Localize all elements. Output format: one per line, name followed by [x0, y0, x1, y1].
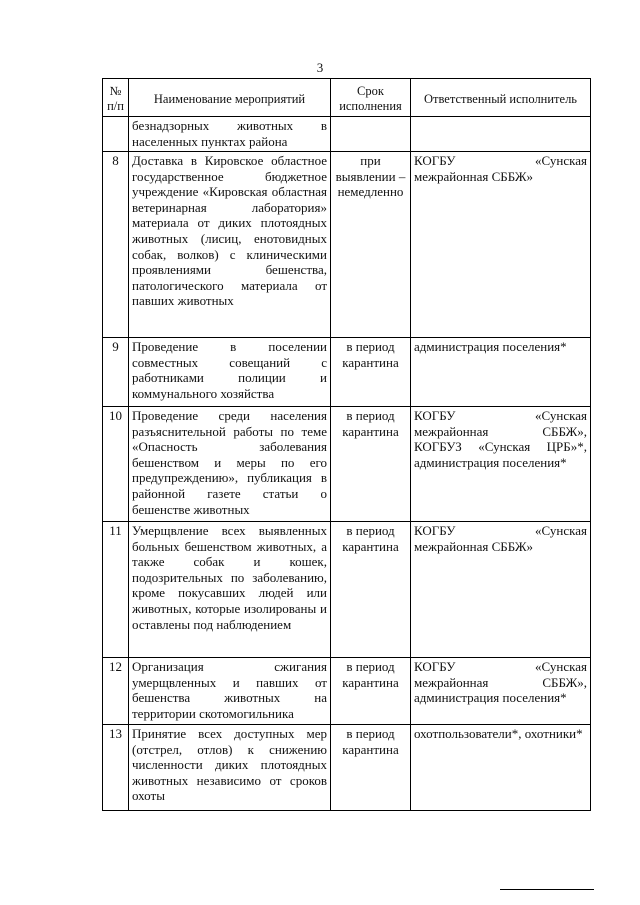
row-responsible: КОГБУ «Сунская межрайонная СББЖ» — [411, 522, 591, 658]
row-term: в период карантина — [331, 658, 411, 725]
row-name: Проведение в поселении совместных совещаний с работниками полиции и коммунального хозяйства — [129, 338, 331, 407]
row-name: Умерщвление всех выявленных больных бешенством животных, а также собак и кошек, подозрительных по заболеванию, кроме покусавших людей или животных, которые изолированы и оставлены под наблюдением — [129, 522, 331, 658]
row-responsible — [411, 117, 591, 152]
table-row — [103, 658, 591, 725]
table-row — [103, 338, 591, 407]
row-responsible: охотпользователи*, охотники* — [411, 725, 591, 811]
row-term: в период карантина — [331, 338, 411, 407]
row-num: 10 — [103, 407, 129, 522]
header-name: Наименование мероприятий — [129, 79, 331, 117]
row-num: 11 — [103, 522, 129, 658]
row-term: в период карантина — [331, 407, 411, 522]
row-term — [331, 117, 411, 152]
table-header-row — [103, 79, 591, 117]
table-row — [103, 725, 591, 811]
row-num: 9 — [103, 338, 129, 407]
row-name: Доставка в Кировское областное государственное бюджетное учреждение «Кировская областная ветеринарная лаборатория» материала от диких плотоядных животных (лисиц, енотовидных собак, волков) с клиническими проявлениями бешенства, патологического материала от павших животных — [129, 152, 331, 338]
table-row — [103, 117, 591, 152]
table-row — [103, 407, 591, 522]
row-term: при выявлении – немедленно — [331, 152, 411, 338]
row-num: 12 — [103, 658, 129, 725]
header-responsible: Ответственный исполнитель — [411, 79, 591, 117]
row-num — [103, 117, 129, 152]
row-num: 13 — [103, 725, 129, 811]
table-row — [103, 152, 591, 338]
row-name: Организация сжигания умерщвленных и павших от бешенства животных на территории скотомогильника — [129, 658, 331, 725]
page-number: 3 — [316, 60, 324, 75]
row-responsible: КОГБУ «Сунская межрайонная СББЖ» — [411, 152, 591, 338]
row-name: Принятие всех доступных мер (отстрел, отлов) к снижению численности диких плотоядных животных независимо от сроков охоты — [129, 725, 331, 811]
row-term: в период карантина — [331, 725, 411, 811]
row-responsible: администрация поселения* — [411, 338, 591, 407]
row-name: Проведение среди населения разъяснительной работы по теме «Опасность заболевания бешенством и меры по его предупреждению», публикация в районной газете статьи о бешенстве животных — [129, 407, 331, 522]
row-term: в период карантина — [331, 522, 411, 658]
row-num: 8 — [103, 152, 129, 338]
table-row — [103, 522, 591, 658]
row-name: безнадзорных животных в населенных пунктах района — [129, 117, 331, 152]
row-responsible: КОГБУ «Сунская межрайонная СББЖ», КОГБУЗ «Сунская ЦРБ»*, администрация поселения* — [411, 407, 591, 522]
header-num: № п/п — [103, 79, 129, 117]
footer-divider — [500, 889, 594, 890]
row-responsible: КОГБУ «Сунская межрайонная СББЖ», администрация поселения* — [411, 658, 591, 725]
header-term: Срок исполнения — [331, 79, 411, 117]
measures-table — [102, 78, 591, 811]
